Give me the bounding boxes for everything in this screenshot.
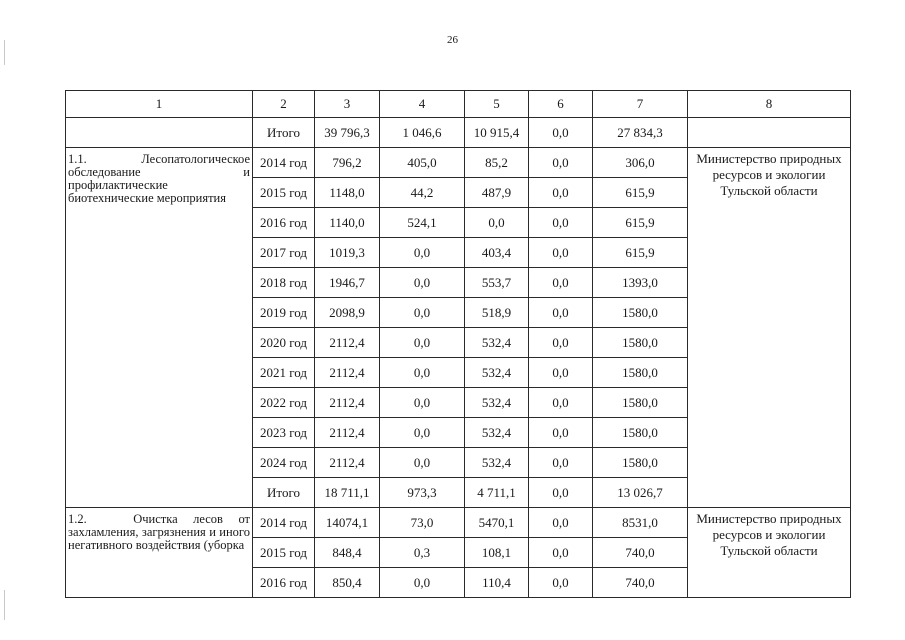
year-label: 2018 год xyxy=(253,268,315,298)
year-label: 2017 год xyxy=(253,238,315,268)
amount-cell: 487,9 xyxy=(465,178,529,208)
amount-cell: 0,0 xyxy=(380,418,465,448)
amount-cell: 0,0 xyxy=(529,238,593,268)
column-number-cell: 2 xyxy=(253,91,315,118)
amount-cell: 1580,0 xyxy=(593,448,688,478)
empty-cell xyxy=(688,118,851,148)
budget-table xyxy=(65,90,851,598)
amount-cell: 85,2 xyxy=(465,148,529,178)
total-value: 27 834,3 xyxy=(593,118,688,148)
amount-cell: 0,0 xyxy=(529,268,593,298)
year-label: 2016 год xyxy=(253,568,315,598)
amount-cell: 1580,0 xyxy=(593,418,688,448)
amount-cell: 850,4 xyxy=(315,568,380,598)
amount-cell: 2112,4 xyxy=(315,358,380,388)
total-value: 18 711,1 xyxy=(315,478,380,508)
amount-cell: 1946,7 xyxy=(315,268,380,298)
page-number: 26 xyxy=(447,34,458,46)
amount-cell: 532,4 xyxy=(465,328,529,358)
amount-cell: 0,0 xyxy=(529,418,593,448)
amount-cell: 14074,1 xyxy=(315,508,380,538)
scan-edge-mark xyxy=(4,590,5,620)
total-value: 973,3 xyxy=(380,478,465,508)
amount-cell: 0,3 xyxy=(380,538,465,568)
total-value: 10 915,4 xyxy=(465,118,529,148)
amount-cell: 532,4 xyxy=(465,358,529,388)
year-label: 2015 год xyxy=(253,538,315,568)
year-row xyxy=(66,508,851,538)
amount-cell: 108,1 xyxy=(465,538,529,568)
responsible-org: Министерство природных ресурсов и экологии Тульской области xyxy=(688,148,851,508)
amount-cell: 740,0 xyxy=(593,568,688,598)
amount-cell: 532,4 xyxy=(465,418,529,448)
amount-cell: 740,0 xyxy=(593,538,688,568)
amount-cell: 1148,0 xyxy=(315,178,380,208)
amount-cell: 403,4 xyxy=(465,238,529,268)
column-number-cell: 5 xyxy=(465,91,529,118)
column-number-cell: 4 xyxy=(380,91,465,118)
amount-cell: 0,0 xyxy=(380,358,465,388)
column-number-cell: 8 xyxy=(688,91,851,118)
amount-cell: 0,0 xyxy=(380,568,465,598)
year-label: 2016 год xyxy=(253,208,315,238)
total-label: Итого xyxy=(253,118,315,148)
amount-cell: 405,0 xyxy=(380,148,465,178)
amount-cell: 0,0 xyxy=(529,538,593,568)
amount-cell: 1393,0 xyxy=(593,268,688,298)
amount-cell: 2112,4 xyxy=(315,418,380,448)
year-label: 2014 год xyxy=(253,508,315,538)
column-number-cell: 7 xyxy=(593,91,688,118)
header-row xyxy=(66,91,851,118)
amount-cell: 0,0 xyxy=(380,328,465,358)
amount-cell: 0,0 xyxy=(529,298,593,328)
total-value: 0,0 xyxy=(529,118,593,148)
amount-cell: 44,2 xyxy=(380,178,465,208)
amount-cell: 518,9 xyxy=(465,298,529,328)
amount-cell: 0,0 xyxy=(380,448,465,478)
amount-cell: 1019,3 xyxy=(315,238,380,268)
amount-cell: 1580,0 xyxy=(593,358,688,388)
year-label: 2023 год xyxy=(253,418,315,448)
amount-cell: 1580,0 xyxy=(593,388,688,418)
amount-cell: 5470,1 xyxy=(465,508,529,538)
total-value: 1 046,6 xyxy=(380,118,465,148)
year-label: 2021 год xyxy=(253,358,315,388)
amount-cell: 0,0 xyxy=(529,148,593,178)
amount-cell: 0,0 xyxy=(529,328,593,358)
total-value: 39 796,3 xyxy=(315,118,380,148)
measure-name: 1.2. Очистка лесов от захламления, загрязнения и иного негативного воздействия (уборка xyxy=(66,508,253,598)
amount-cell: 0,0 xyxy=(380,238,465,268)
year-label: 2024 год xyxy=(253,448,315,478)
grand-total-row xyxy=(66,118,851,148)
amount-cell: 1580,0 xyxy=(593,298,688,328)
amount-cell: 615,9 xyxy=(593,178,688,208)
amount-cell: 0,0 xyxy=(529,388,593,418)
amount-cell: 524,1 xyxy=(380,208,465,238)
amount-cell: 532,4 xyxy=(465,388,529,418)
amount-cell: 1140,0 xyxy=(315,208,380,238)
amount-cell: 2112,4 xyxy=(315,388,380,418)
total-value: 4 711,1 xyxy=(465,478,529,508)
amount-cell: 2098,9 xyxy=(315,298,380,328)
empty-cell xyxy=(66,118,253,148)
amount-cell: 0,0 xyxy=(529,178,593,208)
amount-cell: 796,2 xyxy=(315,148,380,178)
amount-cell: 2112,4 xyxy=(315,448,380,478)
total-value: 13 026,7 xyxy=(593,478,688,508)
amount-cell: 532,4 xyxy=(465,448,529,478)
total-value: 0,0 xyxy=(529,478,593,508)
column-number-cell: 1 xyxy=(66,91,253,118)
total-label: Итого xyxy=(253,478,315,508)
amount-cell: 0,0 xyxy=(529,508,593,538)
amount-cell: 0,0 xyxy=(529,568,593,598)
amount-cell: 0,0 xyxy=(529,208,593,238)
year-row xyxy=(66,148,851,178)
responsible-org: Министерство природных ресурсов и экологии Тульской области xyxy=(688,508,851,598)
amount-cell: 848,4 xyxy=(315,538,380,568)
amount-cell: 0,0 xyxy=(380,388,465,418)
amount-cell: 306,0 xyxy=(593,148,688,178)
amount-cell: 73,0 xyxy=(380,508,465,538)
amount-cell: 110,4 xyxy=(465,568,529,598)
amount-cell: 0,0 xyxy=(380,268,465,298)
amount-cell: 615,9 xyxy=(593,238,688,268)
amount-cell: 0,0 xyxy=(529,448,593,478)
amount-cell: 615,9 xyxy=(593,208,688,238)
amount-cell: 8531,0 xyxy=(593,508,688,538)
amount-cell: 1580,0 xyxy=(593,328,688,358)
amount-cell: 0,0 xyxy=(529,358,593,388)
year-label: 2019 год xyxy=(253,298,315,328)
year-label: 2022 год xyxy=(253,388,315,418)
year-label: 2015 год xyxy=(253,178,315,208)
measure-name: 1.1. Лесопатологическое обследование и профилактические биотехнические мероприятия xyxy=(66,148,253,508)
column-number-cell: 3 xyxy=(315,91,380,118)
amount-cell: 2112,4 xyxy=(315,328,380,358)
amount-cell: 0,0 xyxy=(380,298,465,328)
year-label: 2014 год xyxy=(253,148,315,178)
year-label: 2020 год xyxy=(253,328,315,358)
amount-cell: 0,0 xyxy=(465,208,529,238)
amount-cell: 553,7 xyxy=(465,268,529,298)
column-number-cell: 6 xyxy=(529,91,593,118)
scan-edge-mark xyxy=(4,40,5,65)
